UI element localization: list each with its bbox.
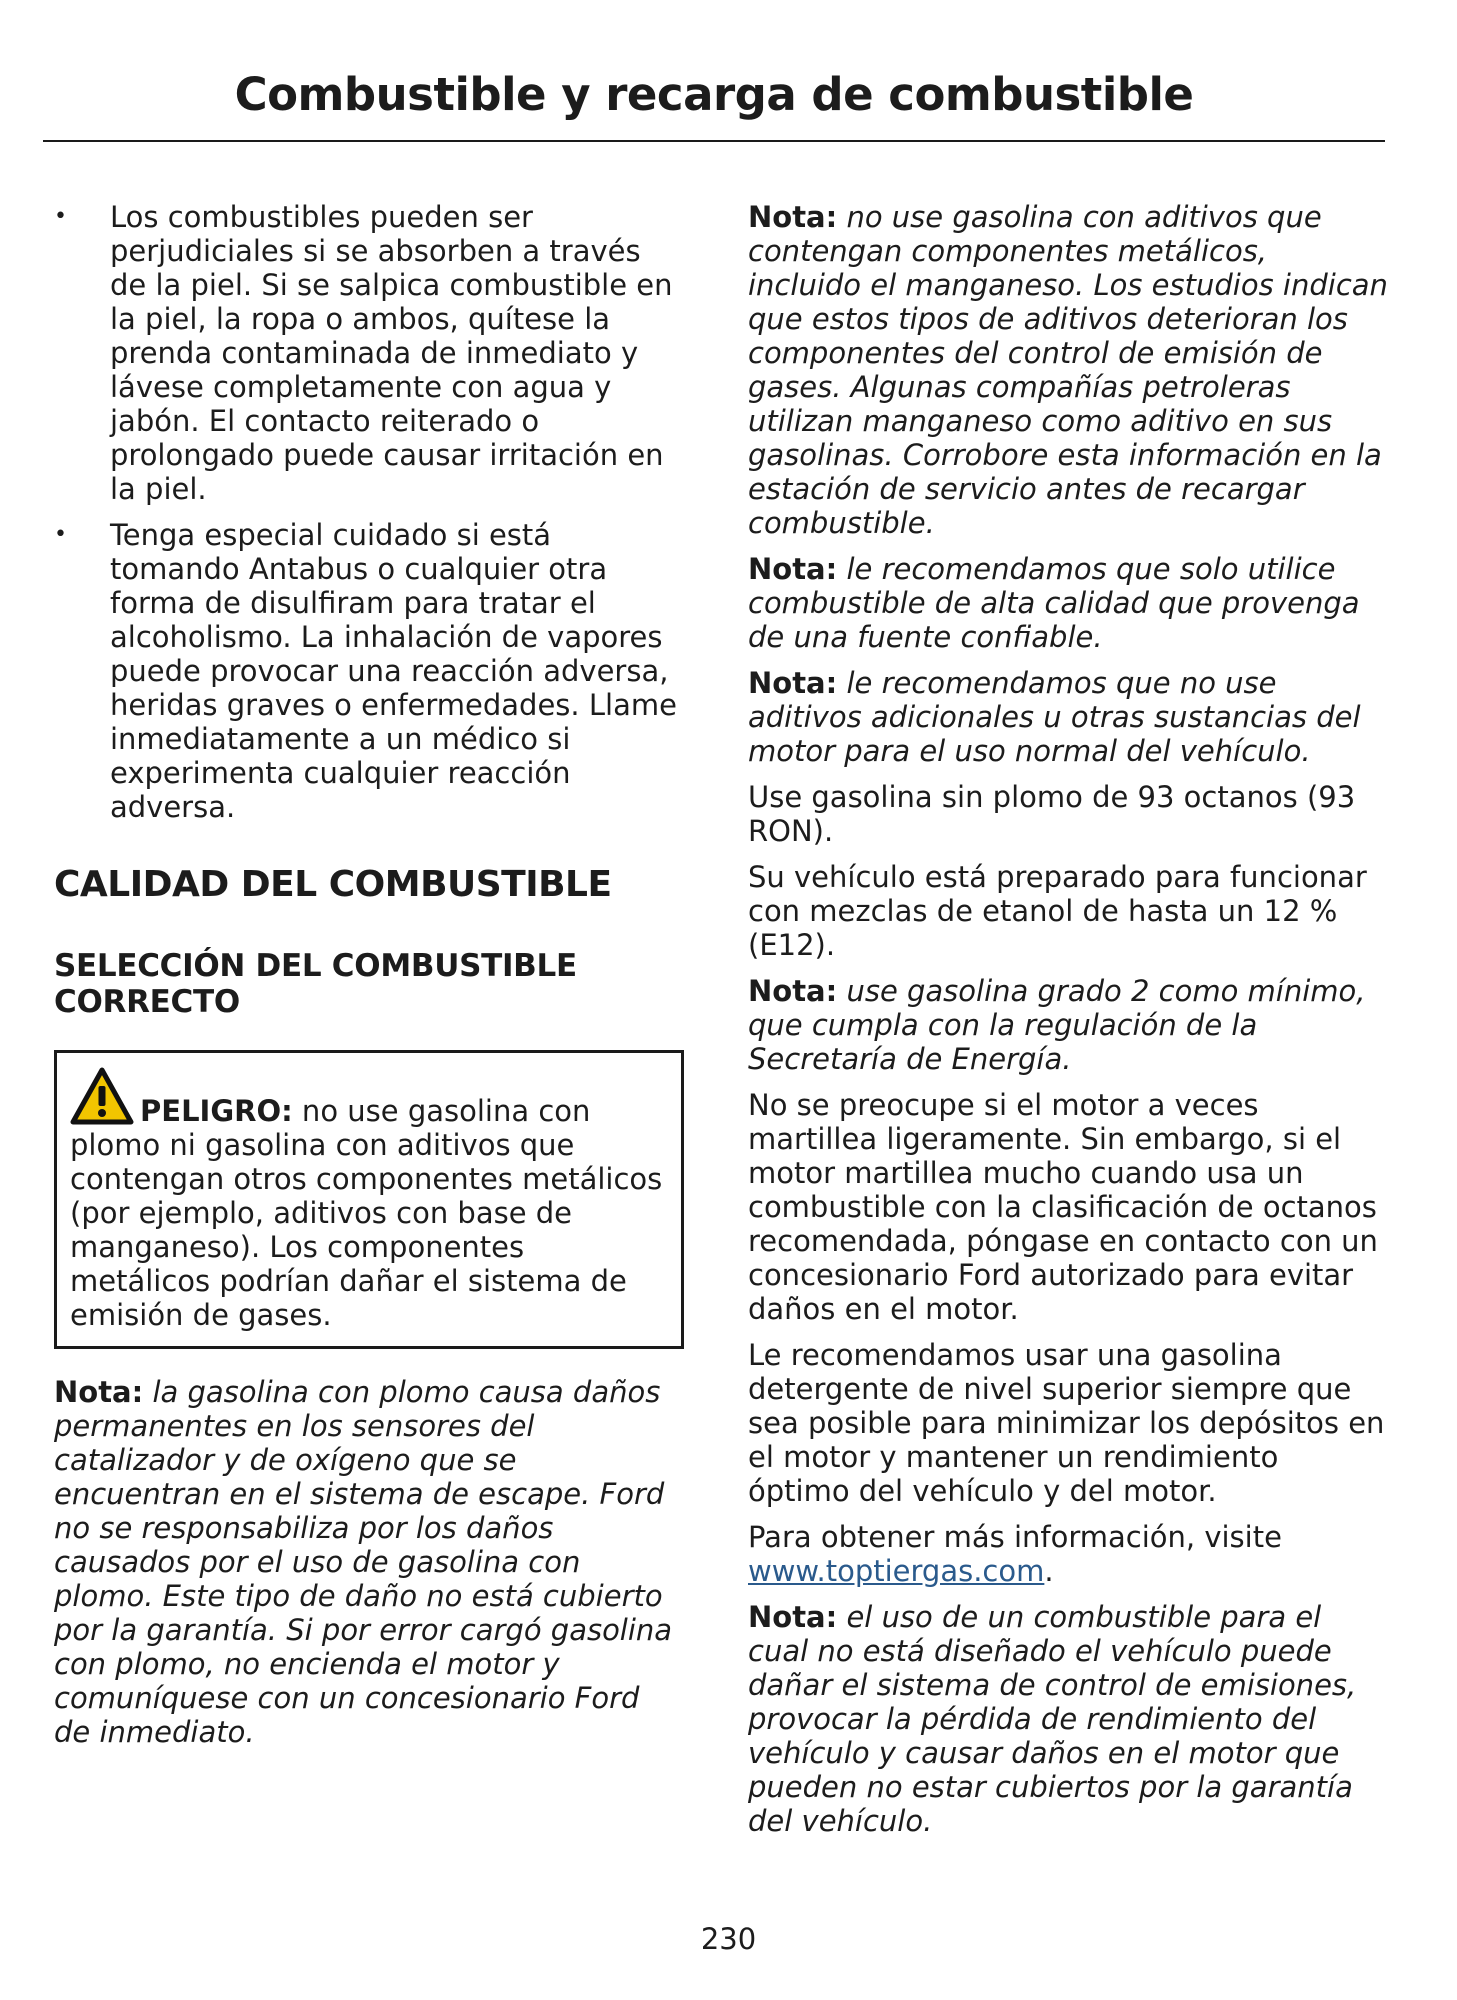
note-wrong-fuel (748, 1600, 1388, 1838)
more-info-period: . (1044, 1554, 1054, 1588)
note-label: Nota: (748, 666, 838, 700)
warning-label: PELIGRO: (140, 1094, 293, 1128)
list-item (54, 200, 684, 506)
warning-text: no use gasolina con plomo ni gasolina con aditivos que contengan otros componentes metálicos (por ejemplo, aditivos con base de manganeso). Los componentes metálicos podrían dañar el sistema de emisión de gases. (70, 1094, 663, 1332)
note-label: Nota: (748, 200, 838, 234)
note-metallic-additives (748, 200, 1388, 540)
knock-paragraph: No se preocupe si el motor a veces martillea ligeramente. Sin embargo, si el motor martillea mucho cuando usa un combustible con la clasificación de octanos recomendada, póngase en contacto con un concesionario Ford autorizado para evitar daños en el motor. (748, 1088, 1378, 1326)
toptiergas-link[interactable]: www.toptiergas.com (748, 1554, 1045, 1588)
left-column (54, 200, 684, 1761)
page-title: Combustible y recarga de combustible (234, 68, 1194, 121)
note-label: Nota: (748, 1600, 838, 1634)
note-no-additives (748, 666, 1388, 768)
bullet-text: Tenga especial cuidado si está tomando Antabus o cualquier otra forma de disulfiram para tratar el alcoholismo. La inhalación de vapores puede provocar una reacción adversa, heridas graves o enfermedades. Llame inmediatamente a un médico si experimenta cualquier reacción adversa. (110, 518, 677, 824)
note-text: el uso de un combustible para el cual no está diseñado el vehículo puede dañar el sistema de control de emisiones, provocar la pérdida de rendimiento del vehículo y causar daños en el motor que pueden no estar cubiertos por la garantía del vehículo. (748, 1600, 1357, 1838)
octane-paragraph: Use gasolina sin plomo de 93 octanos (93 RON). (748, 780, 1356, 848)
section-heading: CALIDAD DEL COMBUSTIBLE (54, 864, 612, 905)
note-label: Nota: (54, 1375, 144, 1409)
note-text: la gasolina con plomo causa daños permanentes en los sensores del catalizador y de oxígeno que se encuentran en el sistema de escape. Ford no se responsabiliza por los daños causados por el uso de gasolina con plomo. Este tipo de daño no está cubierto por la garantía. Si por error cargó gasolina con plomo, no encienda el motor y comuníquese con un concesionario Ford de inmediato. (54, 1375, 673, 1749)
right-column (748, 200, 1388, 1850)
detergent-paragraph: Le recomendamos usar una gasolina detergente de nivel superior siempre que sea posible para minimizar los depósitos en el motor y mantener un rendimiento óptimo del vehículo y del motor. (748, 1338, 1385, 1508)
note-grade-2 (748, 974, 1388, 1076)
bullet-icon: • (54, 522, 67, 547)
more-info-text: Para obtener más información, visite (748, 1520, 1282, 1554)
warning-triangle-icon (70, 1067, 134, 1125)
bullet-list (54, 200, 684, 824)
note-label: Nota: (748, 552, 838, 586)
sub-heading: SELECCIÓN DEL COMBUSTIBLE CORRECTO (54, 948, 577, 1020)
note-quality-fuel (748, 552, 1388, 654)
bullet-text: Los combustibles pueden ser perjudiciales si se absorben a través de la piel. Si se salpica combustible en la piel, la ropa o ambos, quítese la prenda contaminada de inmediato y lávese completamente con agua y jabón. El contacto reiterado o prolongado puede causar irritación en la piel. (110, 200, 673, 506)
note-text: use gasolina grado 2 como mínimo, que cumpla con la regulación de la Secretaría de Energía. (748, 974, 1366, 1076)
note-text: le recomendamos que no use aditivos adicionales u otras sustancias del motor para el uso normal del vehículo. (748, 666, 1361, 768)
note-leaded-gasoline (54, 1375, 684, 1749)
ethanol-paragraph: Su vehículo está preparado para funcionar con mezclas de etanol de hasta un 12 % (E12). (748, 860, 1367, 962)
bullet-icon: • (54, 204, 67, 229)
page-number: 230 (700, 1922, 757, 1956)
note-text: le recomendamos que solo utilice combustible de alta calidad que provenga de una fuente confiable. (748, 552, 1360, 654)
page-header (43, 58, 1385, 142)
list-item (54, 518, 684, 824)
more-info-paragraph (748, 1520, 1388, 1588)
note-label: Nota: (748, 974, 838, 1008)
danger-warning-box (54, 1050, 684, 1349)
note-text: no use gasolina con aditivos que contengan componentes metálicos, incluido el manganeso. Los estudios indican que estos tipos de aditivos deterioran los componentes del control de emisión de gases. Algunas compañías petroleras utilizan manganeso como aditivo en sus gasolinas. Corrobore esta información en la estación de servicio antes de recargar combustible. (748, 200, 1388, 540)
